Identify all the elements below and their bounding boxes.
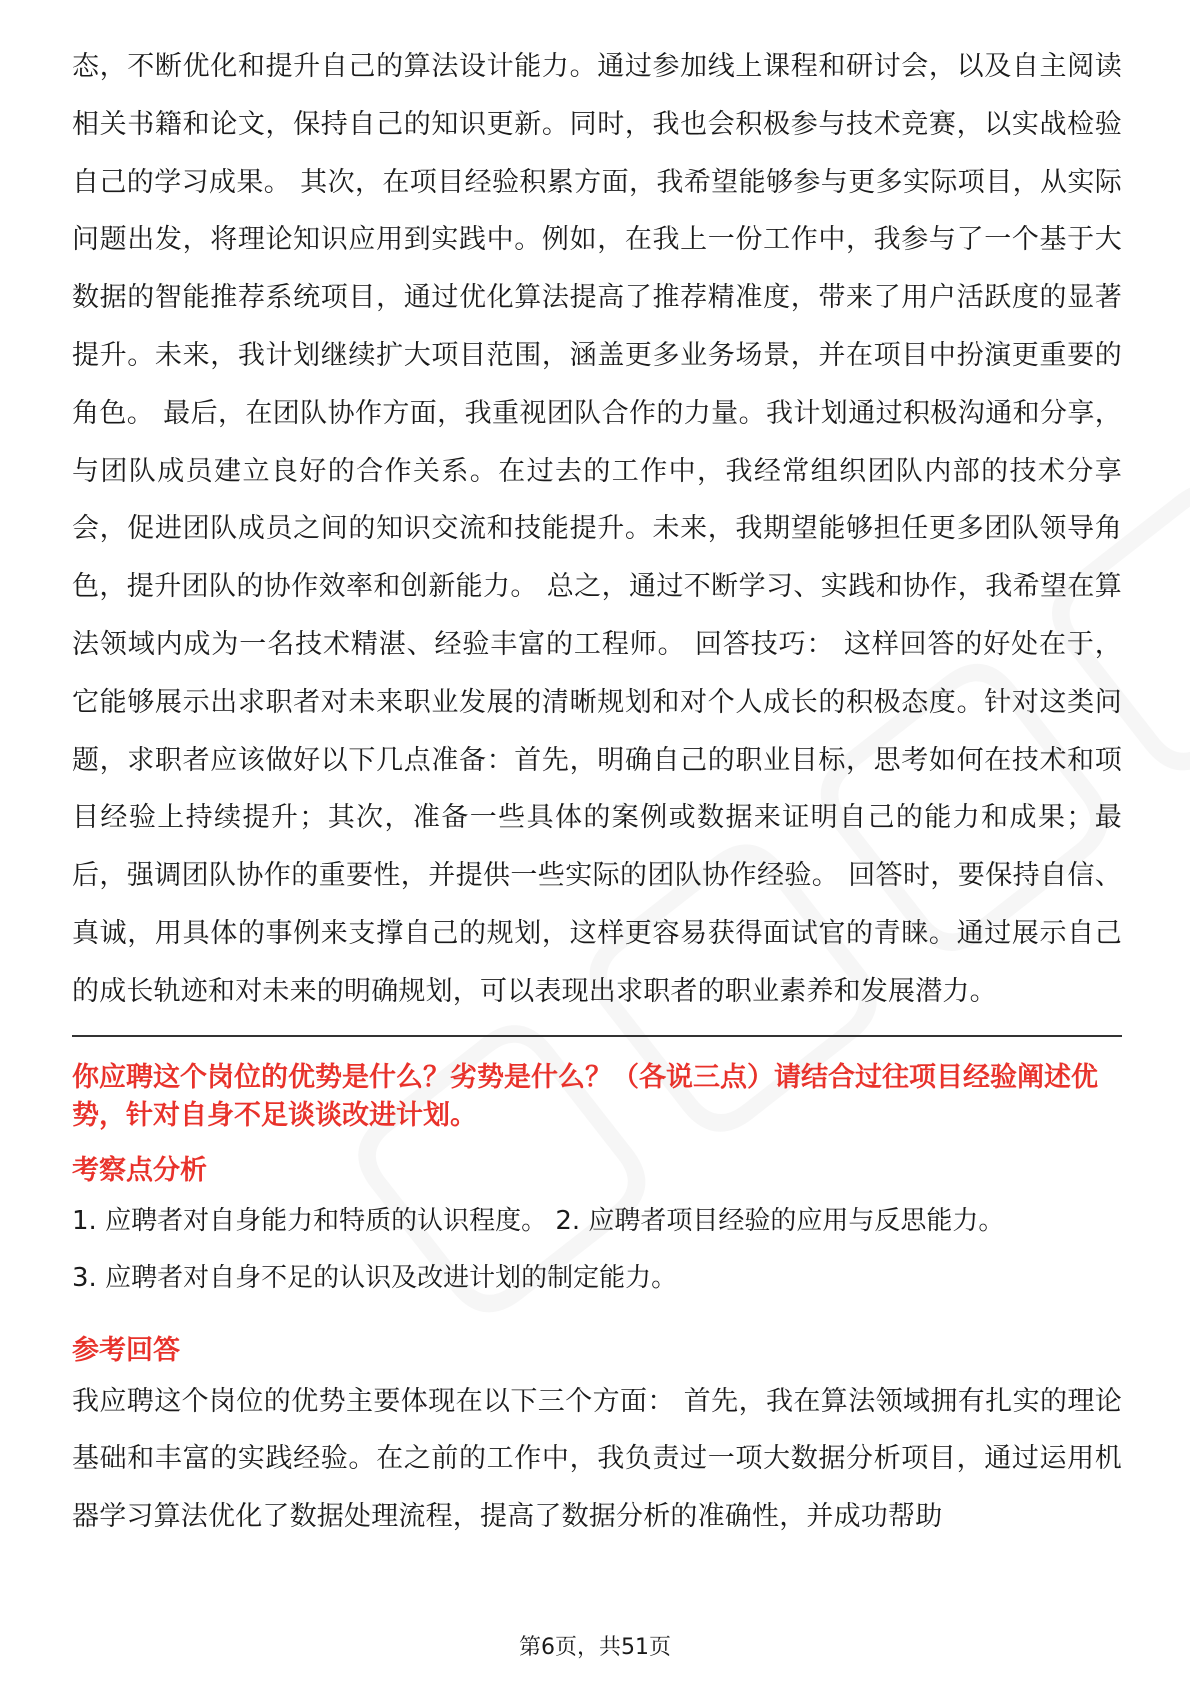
analysis-title: 考察点分析 [72,1154,207,1186]
analysis-points [72,1193,1122,1307]
answer-title: 参考回答 [72,1334,180,1366]
page-footer: 第6页，共51页 [519,1635,671,1660]
answer-paragraph: 我应聘这个岗位的优势主要体现在以下三个方面： 首先，我在算法领域拥有扎实的理论基础和丰富的实践经验。在之前的工作中，我负责过一项大数据分析项目，通过运用机器学习算法优化了数据处理流程，提高了数据分析的准确性，并成功帮助 [72,1385,1122,1533]
analysis-point: 3. 应聘者对自身不足的认识及改进计划的制定能力。 [72,1262,678,1293]
section-divider [72,1035,1122,1037]
document-page [72,38,1122,1546]
analysis-point: 1. 应聘者对自身能力和特质的认识程度。 2. 应聘者项目经验的应用与反思能力。 [72,1205,1005,1236]
question-heading: 你应聘这个岗位的优势是什么？劣势是什么？（各说三点）请结合过往项目经验阐述优势，针对自身不足谈谈改进计划。 [72,1061,1098,1131]
continuation-paragraph: 态，不断优化和提升自己的算法设计能力。通过参加线上课程和研讨会，以及自主阅读相关书籍和论文，保持自己的知识更新。同时，我也会积极参与技术竞赛，以实战检验自己的学习成果。 其次，在项目经验积累方面，我希望能够参与更多实际项目，从实际问题出发，将理论知识应用到实践中。例如，在我上一份工作中，我参与了一个基于大数据的智能推荐系统项目，通过优化算法提高了推荐精准度，带来了用户活跃度的显著提升。未来，我计划继续扩大项目范围，涵盖更多业务场景，并在项目中扮演更重要的角色。 最后，在团队协作方面，我重视团队合作的力量。我计划通过积极沟通和分享，与团队成员建立良好的合作关系。在过去的工作中，我经常组织团队内部的技术分享会，促进团队成员之间的知识交流和技能提升。未来，我期望能够担任更多团队领导角色，提升团队的协作效率和创新能力。 总之，通过不断学习、实践和协作，我希望在算法领域内成为一名技术精湛、经验丰富的工程师。 回答技巧： 这样回答的好处在于，它能够展示出求职者对未来职业发展的清晰规划和对个人成长的积极态度。针对这类问题，求职者应该做好以下几点准备：首先，明确自己的职业目标，思考如何在技术和项目经验上持续提升；其次，准备一些具体的案例或数据来证明自己的能力和成果；最后，强调团队协作的重要性，并提供一些实际的团队协作经验。 回答时，要保持自信、真诚，用具体的事例来支撑自己的规划，这样更容易获得面试官的青睐。通过展示自己的成长轨迹和对未来的明确规划，可以表现出求职者的职业素养和发展潜力。 [72,51,1122,1007]
